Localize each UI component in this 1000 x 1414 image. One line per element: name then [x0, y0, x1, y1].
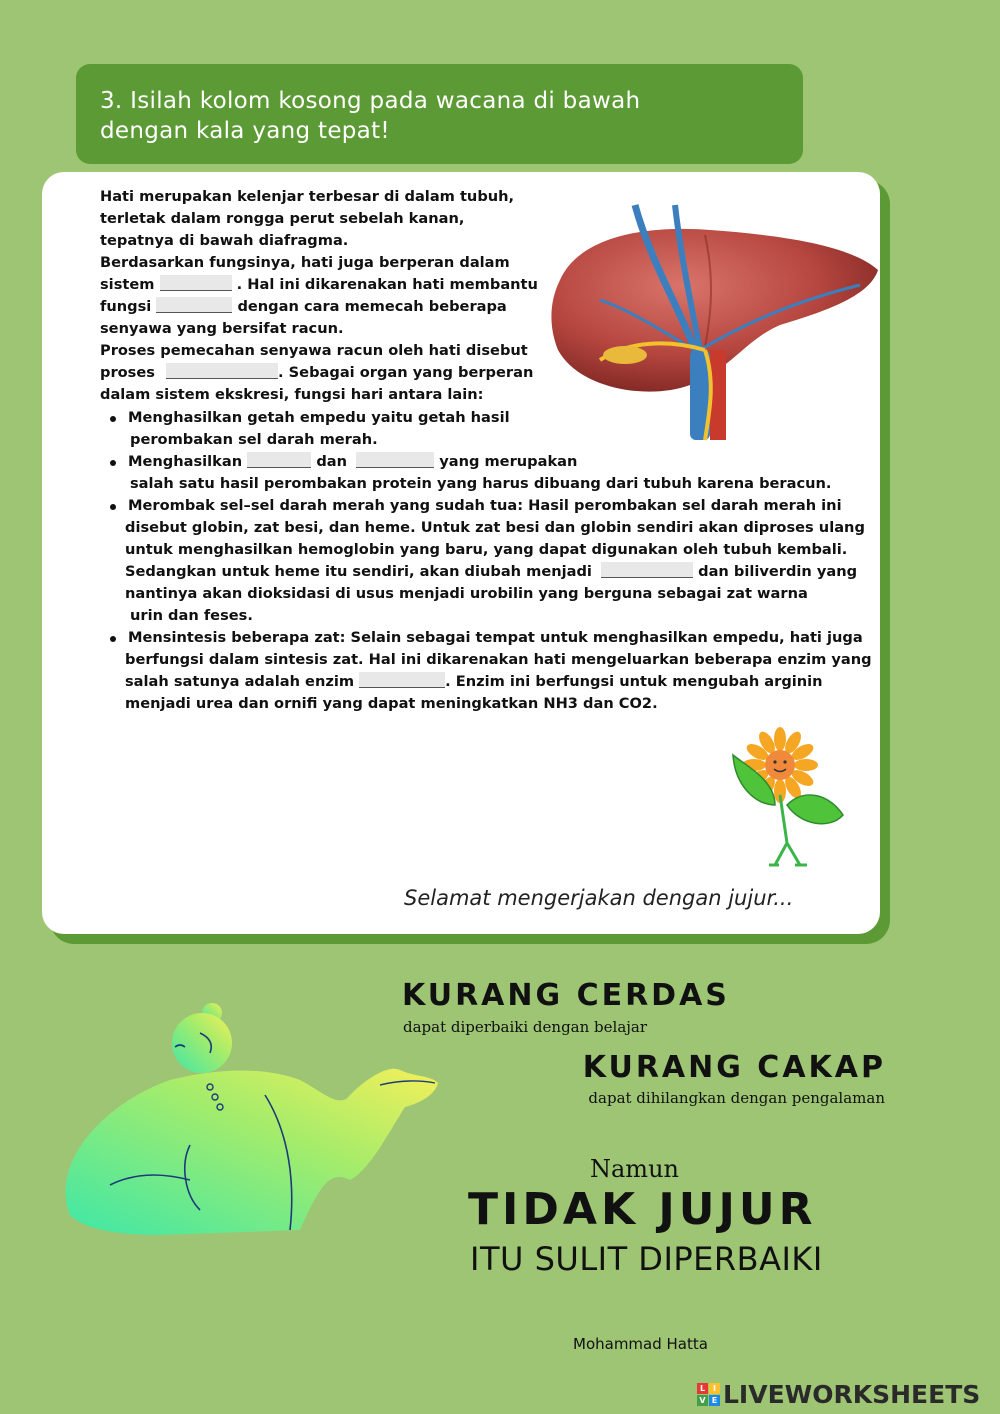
- passage-text: proses: [100, 364, 155, 381]
- instruction-line-1: 3. Isilah kolom kosong pada wacana di bawah: [100, 88, 641, 114]
- passage-line: salah satu hasil perombakan protein yang harus dibuang dari tubuh karena beracun.: [130, 475, 832, 492]
- passage-line: berfungsi dalam sintesis zat. Hal ini dikarenakan hati mengeluarkan beberapa enzim yang: [125, 651, 872, 668]
- passage-line: urin dan feses.: [130, 607, 253, 624]
- passage-line: Merombak sel–sel darah merah yang sudah tua: Hasil perombakan sel darah merah ini: [128, 497, 842, 514]
- blank-input-6[interactable]: [601, 562, 693, 578]
- instruction-header: [76, 64, 803, 164]
- passage-line: Proses pemecahan senyawa racun oleh hati disebut: [100, 342, 528, 359]
- quote-heading-3: TIDAK JUJUR: [468, 1184, 817, 1235]
- badge-letter: L: [697, 1383, 708, 1394]
- passage-line: [100, 362, 533, 384]
- passage-text: fungsi: [100, 298, 152, 315]
- quote-connector: Namun: [590, 1155, 679, 1183]
- badge-letter: E: [709, 1395, 720, 1406]
- passage-line: Hati merupakan kelenjar terbesar di dalam tubuh,: [100, 188, 515, 205]
- quote-sub-1: dapat diperbaiki dengan belajar: [403, 1018, 648, 1036]
- passage-line: [125, 561, 857, 583]
- liver-illustration: [540, 200, 885, 445]
- bullet: [110, 636, 116, 642]
- quote-author: Mohammad Hatta: [573, 1335, 708, 1353]
- passage-line: dalam sistem ekskresi, fungsi hari antara lain:: [100, 386, 484, 403]
- blank-input-5[interactable]: [356, 452, 434, 468]
- passage-line: [100, 296, 507, 318]
- blank-input-4[interactable]: [247, 452, 311, 468]
- badge-letter: V: [697, 1395, 708, 1406]
- badge-letter: I: [709, 1383, 720, 1394]
- passage-text: . Hal ini dikarenakan hati membantu: [236, 276, 538, 293]
- passage-line: tepatnya di bawah diafragma.: [100, 232, 349, 249]
- passage-line: perombakan sel darah merah.: [130, 431, 378, 448]
- closing-message: Selamat mengerjakan dengan jujur...: [404, 886, 794, 910]
- passage-line: senyawa yang bersifat racun.: [100, 320, 344, 337]
- quote-sub-3: ITU SULIT DIPERBAIKI: [470, 1240, 823, 1278]
- passage-line: Menghasilkan getah empedu yaitu getah hasil: [128, 409, 510, 426]
- passage-line: terletak dalam rongga perut sebelah kanan,: [100, 210, 465, 227]
- quote-heading-1: KURANG CERDAS: [402, 978, 730, 1013]
- passage-line: menjadi urea dan ornifi yang dapat meningkatkan NH3 dan CO2.: [125, 695, 658, 712]
- passage-text: salah satunya adalah enzim: [125, 673, 355, 690]
- passage-text: Sedangkan untuk heme itu sendiri, akan diubah menjadi: [125, 563, 592, 580]
- passage-line: Mensintesis beberapa zat: Selain sebagai tempat untuk menghasilkan empedu, hati juga: [128, 629, 863, 646]
- blank-input-7[interactable]: [359, 672, 445, 688]
- blank-input-1[interactable]: [160, 275, 232, 291]
- passage-line: untuk menghasilkan hemoglobin yang baru, yang dapat digunakan oleh tubuh kembali.: [125, 541, 848, 558]
- person-illustration: [40, 995, 450, 1240]
- sunflower-illustration: [725, 725, 850, 870]
- bullet: [110, 460, 116, 466]
- passage-text: dengan cara memecah beberapa: [237, 298, 507, 315]
- passage-text: Menghasilkan: [128, 453, 243, 470]
- passage-line: nantinya akan dioksidasi di usus menjadi urobilin yang berguna sebagai zat warna: [125, 585, 808, 602]
- passage-line: [100, 274, 538, 296]
- passage-line: [125, 671, 823, 693]
- passage-text: yang merupakan: [439, 453, 578, 470]
- quote-heading-2: KURANG CAKAP: [582, 1050, 886, 1085]
- passage-text: . Sebagai organ yang berperan: [278, 364, 534, 381]
- passage-line: disebut globin, zat besi, dan heme. Untuk zat besi dan globin sendiri akan diproses ulang: [125, 519, 865, 536]
- passage-line: Berdasarkan fungsinya, hati juga berperan dalam: [100, 254, 510, 271]
- passage-text: dan biliverdin yang: [698, 563, 858, 580]
- passage-text: . Enzim ini berfungsi untuk mengubah arginin: [445, 673, 823, 690]
- instruction-line-2: dengan kala yang tepat!: [100, 118, 390, 144]
- blank-input-3[interactable]: [166, 363, 278, 379]
- bullet: [110, 416, 116, 422]
- blank-input-2[interactable]: [156, 297, 232, 313]
- bullet: [110, 504, 116, 510]
- liveworksheets-logo[interactable]: [697, 1380, 980, 1408]
- quote-sub-2: dapat dihilangkan dengan pengalaman: [588, 1089, 885, 1107]
- logo-text: LIVEWORKSHEETS: [723, 1379, 981, 1409]
- passage-line: [128, 451, 577, 473]
- passage-text: dan: [316, 453, 348, 470]
- logo-badge: [697, 1383, 720, 1406]
- passage-text: sistem: [100, 276, 155, 293]
